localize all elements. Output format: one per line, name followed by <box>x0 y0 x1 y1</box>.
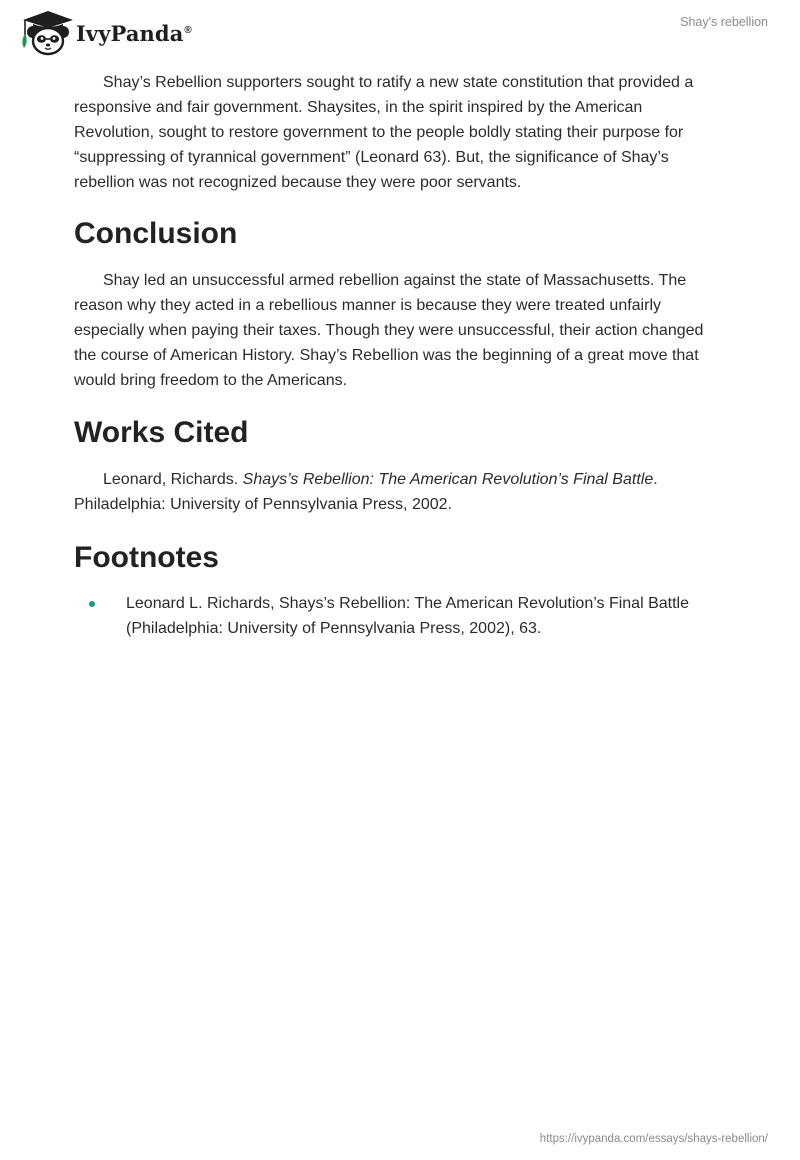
document-title: Shay's rebellion <box>680 15 768 29</box>
essay-content <box>74 70 724 641</box>
footnote-item <box>74 591 724 641</box>
brand-name: IvyPanda® <box>76 20 192 46</box>
footnotes-list <box>74 591 724 641</box>
ivypanda-logo[interactable] <box>16 8 192 56</box>
registered-mark: ® <box>184 24 192 36</box>
conclusion-heading: Conclusion <box>74 217 238 250</box>
works-cited-entry <box>74 467 724 517</box>
source-url-link[interactable]: https://ivypanda.com/essays/shays-rebellion/ <box>539 1133 768 1145</box>
citation-title-end: . <box>653 471 658 488</box>
intro-paragraph: Shay’s Rebellion supporters sought to ratify a new state constitution that provided a responsive and fair government. Shaysites, in the spirit inspired by the American Revolution, sought to restore government to the people boldly stating their purpose for “suppressing of tyrannical government” (Leonard 63). But, the significance of Shay’s rebellion was not recognized because they were poor servants. <box>74 74 694 191</box>
citation-publisher: Philadelphia: University of Pennsylvania Press, 2002. <box>74 496 452 513</box>
bullet-dot-icon <box>89 601 95 607</box>
footnotes-heading: Footnotes <box>74 541 219 574</box>
footnote-text: Leonard L. Richards, Shays’s Rebellion: The American Revolution’s Final Battle (Philadelphia: University of Pennsylvania Press, 2002), 63. <box>126 595 689 637</box>
panda-graduation-cap-logo-icon <box>16 8 74 56</box>
page-header <box>0 0 800 62</box>
citation-author: Leonard, Richards. <box>103 471 239 488</box>
works-cited-heading: Works Cited <box>74 416 249 449</box>
conclusion-paragraph: Shay led an unsuccessful armed rebellion against the state of Massachusetts. The reason why they acted in a rebellious manner is because they were treated unfairly especially when paying their taxes. Though they were unsuccessful, their action changed the course of American History. Shay’s Rebellion was the beginning of a great move that would bring freedom to the Americans. <box>74 272 704 389</box>
citation-book-title: Shays’s Rebellion: The American Revolution’s Final Battle <box>242 471 654 488</box>
